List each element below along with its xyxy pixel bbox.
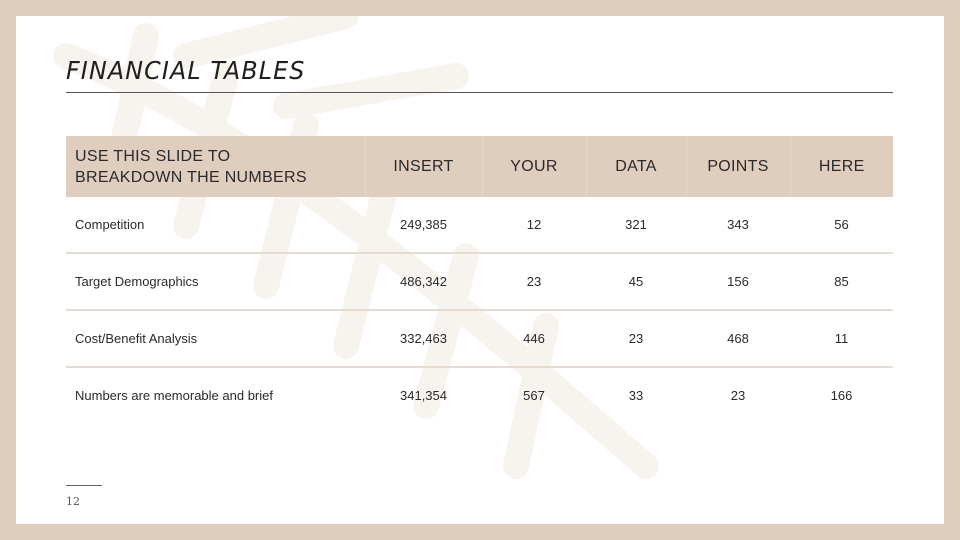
table-header-row <box>66 136 893 197</box>
table-header-your: YOUR <box>482 136 586 197</box>
cell: 23 <box>586 310 686 367</box>
page-number-rule <box>66 485 102 486</box>
cell: 249,385 <box>365 197 482 253</box>
table-row <box>66 310 893 367</box>
cell: 56 <box>790 197 893 253</box>
table-row <box>66 253 893 310</box>
table-row <box>66 197 893 253</box>
slide <box>16 16 944 524</box>
cell: 567 <box>523 388 545 403</box>
cell: 12 <box>482 197 586 253</box>
table-header-here: HERE <box>790 136 893 197</box>
table-header-category <box>66 136 365 197</box>
cell: 23 <box>482 253 586 310</box>
cell: 486,342 <box>365 253 482 310</box>
cell: 332,463 <box>365 310 482 367</box>
cell: 446 <box>482 310 586 367</box>
cell: 468 <box>686 310 790 367</box>
cell: 156 <box>686 253 790 310</box>
cell: 23 <box>730 388 746 403</box>
page-number: 12 <box>66 495 80 508</box>
row-label: Numbers are memorable and brief <box>75 388 273 403</box>
header-line-2: BREAKDOWN THE NUMBERS <box>75 168 307 186</box>
title-underline <box>66 92 893 93</box>
cell: 341,354 <box>400 388 447 403</box>
row-label: Cost/Benefit Analysis <box>66 310 365 367</box>
cell: 166 <box>830 388 853 403</box>
table-row <box>66 367 893 423</box>
cell: 85 <box>790 253 893 310</box>
cell: 33 <box>628 388 644 403</box>
table-header-insert: INSERT <box>365 136 482 197</box>
table-header-data: DATA <box>586 136 686 197</box>
row-label: Target Demographics <box>66 253 365 310</box>
header-line-1: USE THIS SLIDE TO <box>75 147 231 165</box>
row-label: Competition <box>66 197 365 253</box>
slide-title: FINANCIAL TABLES <box>66 56 306 85</box>
cell: 45 <box>586 253 686 310</box>
cell: 343 <box>686 197 790 253</box>
table-header-points: POINTS <box>686 136 790 197</box>
cell: 11 <box>790 310 893 367</box>
cell: 321 <box>586 197 686 253</box>
financial-table <box>66 136 893 423</box>
